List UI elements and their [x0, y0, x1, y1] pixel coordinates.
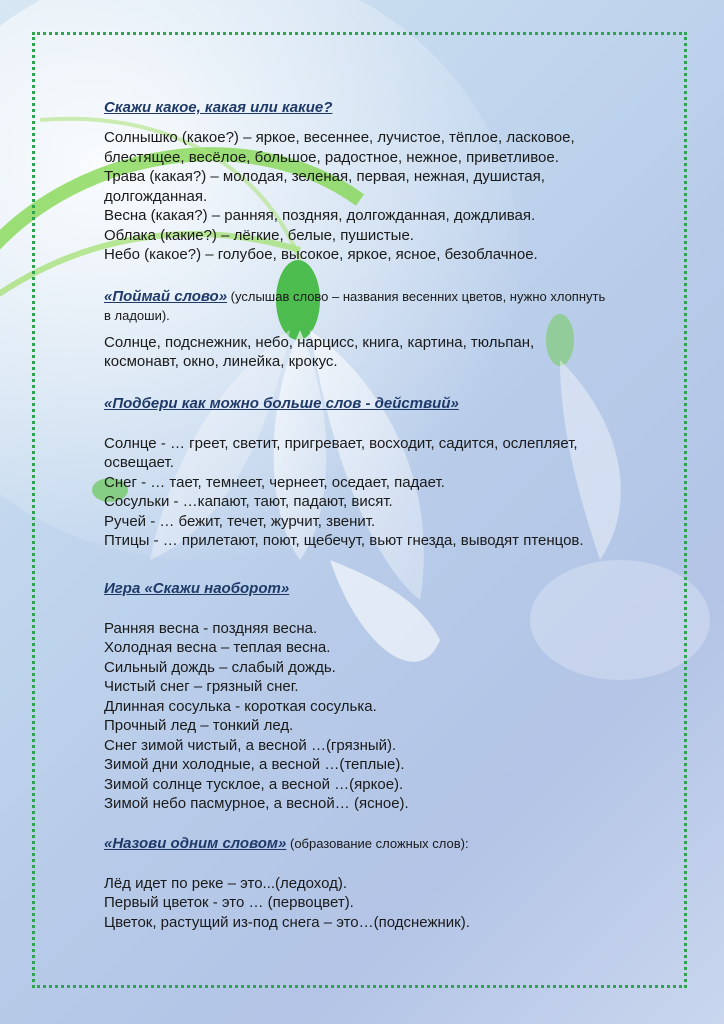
- section-title: Скажи какое, какая или какие?: [104, 99, 333, 116]
- section-catch-word: [104, 287, 684, 372]
- text-line: Первый цветок - это … (первоцвет).: [104, 894, 354, 911]
- section-title: Игра «Скажи наоборот»: [104, 579, 290, 597]
- text-line: Солнышко (какое?) – яркое, весеннее, лучистое, тёплое, ласковое,: [104, 129, 575, 146]
- text-line: Зимой дни холодные, а весной …(теплые).: [104, 756, 405, 773]
- text-line: Холодная весна – теплая весна.: [104, 639, 331, 656]
- section-note: (услышав слово – названия весенних цветов, нужно хлопнуть: [227, 288, 606, 304]
- text-line: Лёд идет по реке – это...(ледоход).: [104, 874, 348, 892]
- text-line: Солнце, подснежник, небо, нарцисс, книга, картина, тюльпан,: [104, 333, 535, 351]
- text-line: Облака (какие?) – лёгкие, белые, пушистые.: [104, 226, 414, 244]
- text-line: Снег - … тает, темнеет, чернеет, оседает, падает.: [104, 473, 445, 491]
- text-line: Длинная сосулька - короткая сосулька.: [104, 697, 377, 715]
- section-title: «Назови одним словом»: [104, 834, 287, 852]
- worksheet-content: [104, 98, 684, 932]
- text-line: Солнце - … греет, светит, пригревает, восходит, садится, ослепляет,: [104, 434, 578, 452]
- text-line: Снег зимой чистый, а весной …(грязный).: [104, 736, 397, 754]
- text-line: Прочный лед – тонкий лед.: [104, 717, 294, 734]
- text-line: освещает.: [104, 454, 174, 471]
- section-one-word: [104, 834, 684, 933]
- text-line: Ручей - … бежит, течет, журчит, звенит.: [104, 512, 376, 530]
- section-note-continued: в ладоши).: [104, 307, 170, 323]
- text-line: Птицы - … прилетают, поют, щебечут, вьют гнезда, выводят птенцов.: [104, 532, 584, 549]
- section-title: «Подбери как можно больше слов - действий»: [104, 394, 459, 412]
- text-line: Небо (какое?) – голубое, высокое, яркое, ясное, безоблачное.: [104, 246, 538, 263]
- section-verbs: [104, 394, 684, 551]
- text-line: Сосульки - …капают, тают, падают, висят.: [104, 493, 393, 510]
- text-line: Чистый снег – грязный снег.: [104, 678, 299, 695]
- text-line: Цветок, растущий из-под снега – это…(подснежник).: [104, 913, 470, 931]
- text-line: Зимой солнце тусклое, а весной …(яркое).: [104, 775, 404, 793]
- text-line: долгожданная.: [104, 187, 208, 205]
- text-line: Сильный дождь – слабый дождь.: [104, 658, 336, 676]
- text-line: космонавт, окно, линейка, крокус.: [104, 353, 338, 370]
- section-note: (образование сложных слов):: [286, 835, 469, 851]
- text-line: Ранняя весна - поздняя весна.: [104, 619, 318, 637]
- text-line: Весна (какая?) – ранняя, поздняя, долгожданная, дождливая.: [104, 207, 536, 224]
- section-adjectives: [104, 98, 684, 265]
- text-line: блестящее, весёлое, большое, радостное, нежное, приветливое.: [104, 148, 559, 166]
- section-title: «Поймай слово»: [104, 287, 228, 305]
- section-opposites: [104, 579, 684, 814]
- text-line: Трава (какая?) – молодая, зеленая, первая, нежная, душистая,: [104, 168, 545, 185]
- text-line: Зимой небо пасмурное, а весной… (ясное).: [104, 795, 409, 812]
